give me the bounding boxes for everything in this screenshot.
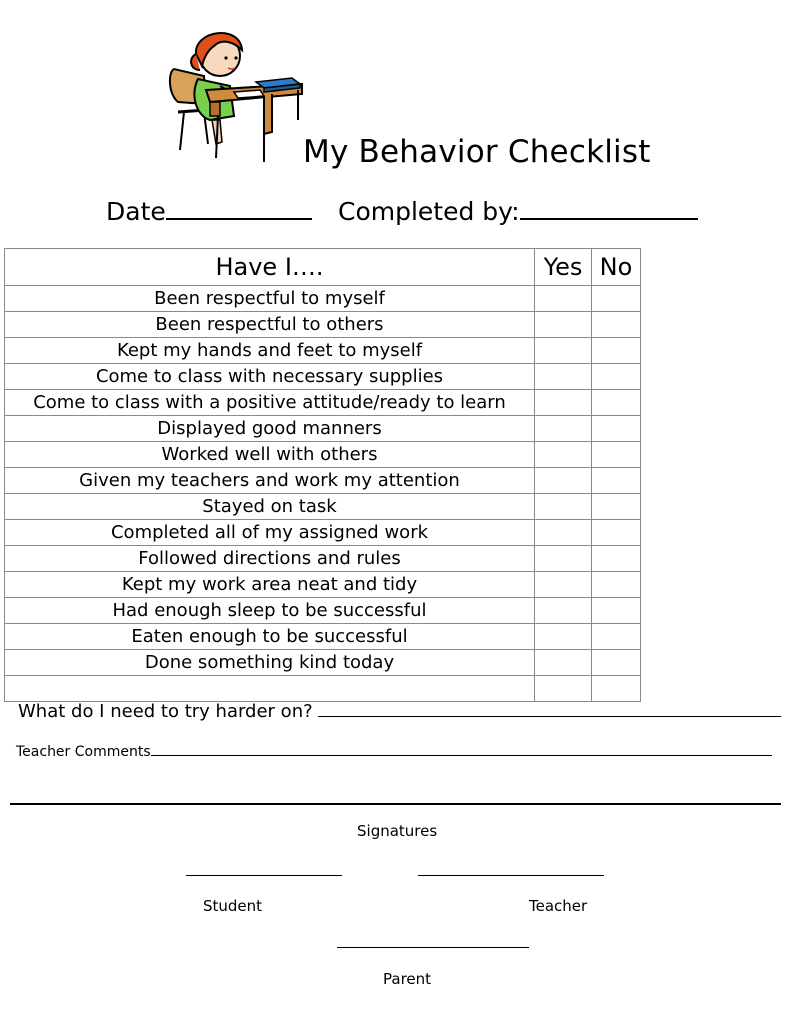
table-row bbox=[5, 650, 641, 676]
try-harder-blank[interactable] bbox=[318, 700, 781, 717]
comment-line[interactable] bbox=[10, 803, 781, 805]
no-checkbox-cell[interactable] bbox=[592, 494, 641, 520]
yes-checkbox-cell[interactable] bbox=[535, 338, 592, 364]
behavior-item: Displayed good manners bbox=[5, 416, 535, 442]
behavior-item: Been respectful to myself bbox=[5, 286, 535, 312]
signatures-heading: Signatures bbox=[357, 822, 438, 840]
student-label: Student bbox=[203, 897, 263, 915]
behavior-item: Kept my hands and feet to myself bbox=[5, 338, 535, 364]
no-checkbox-cell[interactable] bbox=[592, 416, 641, 442]
behavior-item: Come to class with a positive attitude/ready to learn bbox=[5, 390, 535, 416]
behavior-checklist-table bbox=[4, 248, 641, 702]
header-yes: Yes bbox=[535, 249, 592, 286]
parent-signature-line[interactable] bbox=[337, 947, 529, 948]
no-checkbox-cell[interactable] bbox=[592, 442, 641, 468]
behavior-item: Eaten enough to be successful bbox=[5, 624, 535, 650]
student-signature-line[interactable] bbox=[186, 875, 342, 876]
try-harder-field[interactable] bbox=[18, 700, 781, 722]
date-label: Date bbox=[106, 197, 166, 226]
table-header-row bbox=[5, 249, 641, 286]
table-row bbox=[5, 442, 641, 468]
no-checkbox-cell[interactable] bbox=[592, 546, 641, 572]
teacher-comments-blank[interactable] bbox=[151, 743, 772, 756]
yes-checkbox-cell[interactable] bbox=[535, 468, 592, 494]
no-checkbox-cell[interactable] bbox=[592, 572, 641, 598]
behavior-item: Followed directions and rules bbox=[5, 546, 535, 572]
behavior-item: Been respectful to others bbox=[5, 312, 535, 338]
table-row bbox=[5, 390, 641, 416]
girl-writing-at-desk-icon bbox=[160, 24, 310, 164]
completed-by-blank[interactable] bbox=[520, 196, 698, 220]
completed-by-label: Completed by: bbox=[338, 197, 520, 226]
yes-checkbox-cell[interactable] bbox=[535, 364, 592, 390]
yes-checkbox-cell[interactable] bbox=[535, 286, 592, 312]
behavior-item: Done something kind today bbox=[5, 650, 535, 676]
table-row bbox=[5, 312, 641, 338]
yes-checkbox-cell[interactable] bbox=[535, 572, 592, 598]
table-row bbox=[5, 546, 641, 572]
behavior-item: Given my teachers and work my attention bbox=[5, 468, 535, 494]
behavior-item: Had enough sleep to be successful bbox=[5, 598, 535, 624]
behavior-item bbox=[5, 676, 535, 702]
no-checkbox-cell[interactable] bbox=[592, 650, 641, 676]
no-checkbox-cell[interactable] bbox=[592, 338, 641, 364]
no-checkbox-cell[interactable] bbox=[592, 520, 641, 546]
no-checkbox-cell[interactable] bbox=[592, 312, 641, 338]
no-checkbox-cell[interactable] bbox=[592, 468, 641, 494]
no-checkbox-cell[interactable] bbox=[592, 624, 641, 650]
behavior-item: Stayed on task bbox=[5, 494, 535, 520]
table-row bbox=[5, 572, 641, 598]
table-row bbox=[5, 598, 641, 624]
completed-by-field[interactable] bbox=[338, 196, 698, 226]
yes-checkbox-cell[interactable] bbox=[535, 546, 592, 572]
yes-checkbox-cell[interactable] bbox=[535, 676, 592, 702]
table-row bbox=[5, 468, 641, 494]
yes-checkbox-cell[interactable] bbox=[535, 442, 592, 468]
behavior-item: Worked well with others bbox=[5, 442, 535, 468]
teacher-comments-label: Teacher Comments bbox=[16, 744, 151, 760]
table-row bbox=[5, 416, 641, 442]
teacher-label: Teacher bbox=[529, 897, 588, 915]
behavior-item: Kept my work area neat and tidy bbox=[5, 572, 535, 598]
table-row bbox=[5, 494, 641, 520]
parent-label: Parent bbox=[383, 970, 432, 988]
table-row bbox=[5, 520, 641, 546]
header-no: No bbox=[592, 249, 641, 286]
yes-checkbox-cell[interactable] bbox=[535, 624, 592, 650]
yes-checkbox-cell[interactable] bbox=[535, 312, 592, 338]
page-title: My Behavior Checklist bbox=[303, 134, 651, 170]
header-have-i: Have I…. bbox=[5, 249, 535, 286]
yes-checkbox-cell[interactable] bbox=[535, 494, 592, 520]
teacher-signature-line[interactable] bbox=[418, 875, 604, 876]
no-checkbox-cell[interactable] bbox=[592, 390, 641, 416]
behavior-item: Completed all of my assigned work bbox=[5, 520, 535, 546]
table-row bbox=[5, 676, 641, 702]
try-harder-prompt: What do I need to try harder on? bbox=[18, 701, 313, 722]
table-row bbox=[5, 624, 641, 650]
table-row bbox=[5, 364, 641, 390]
behavior-item: Come to class with necessary supplies bbox=[5, 364, 535, 390]
no-checkbox-cell[interactable] bbox=[592, 598, 641, 624]
table-row bbox=[5, 286, 641, 312]
yes-checkbox-cell[interactable] bbox=[535, 520, 592, 546]
date-field[interactable] bbox=[106, 196, 312, 226]
yes-checkbox-cell[interactable] bbox=[535, 598, 592, 624]
no-checkbox-cell[interactable] bbox=[592, 676, 641, 702]
no-checkbox-cell[interactable] bbox=[592, 286, 641, 312]
yes-checkbox-cell[interactable] bbox=[535, 416, 592, 442]
yes-checkbox-cell[interactable] bbox=[535, 390, 592, 416]
teacher-comments-field[interactable] bbox=[16, 743, 772, 760]
yes-checkbox-cell[interactable] bbox=[535, 650, 592, 676]
table-row bbox=[5, 338, 641, 364]
date-blank[interactable] bbox=[166, 196, 312, 220]
no-checkbox-cell[interactable] bbox=[592, 364, 641, 390]
